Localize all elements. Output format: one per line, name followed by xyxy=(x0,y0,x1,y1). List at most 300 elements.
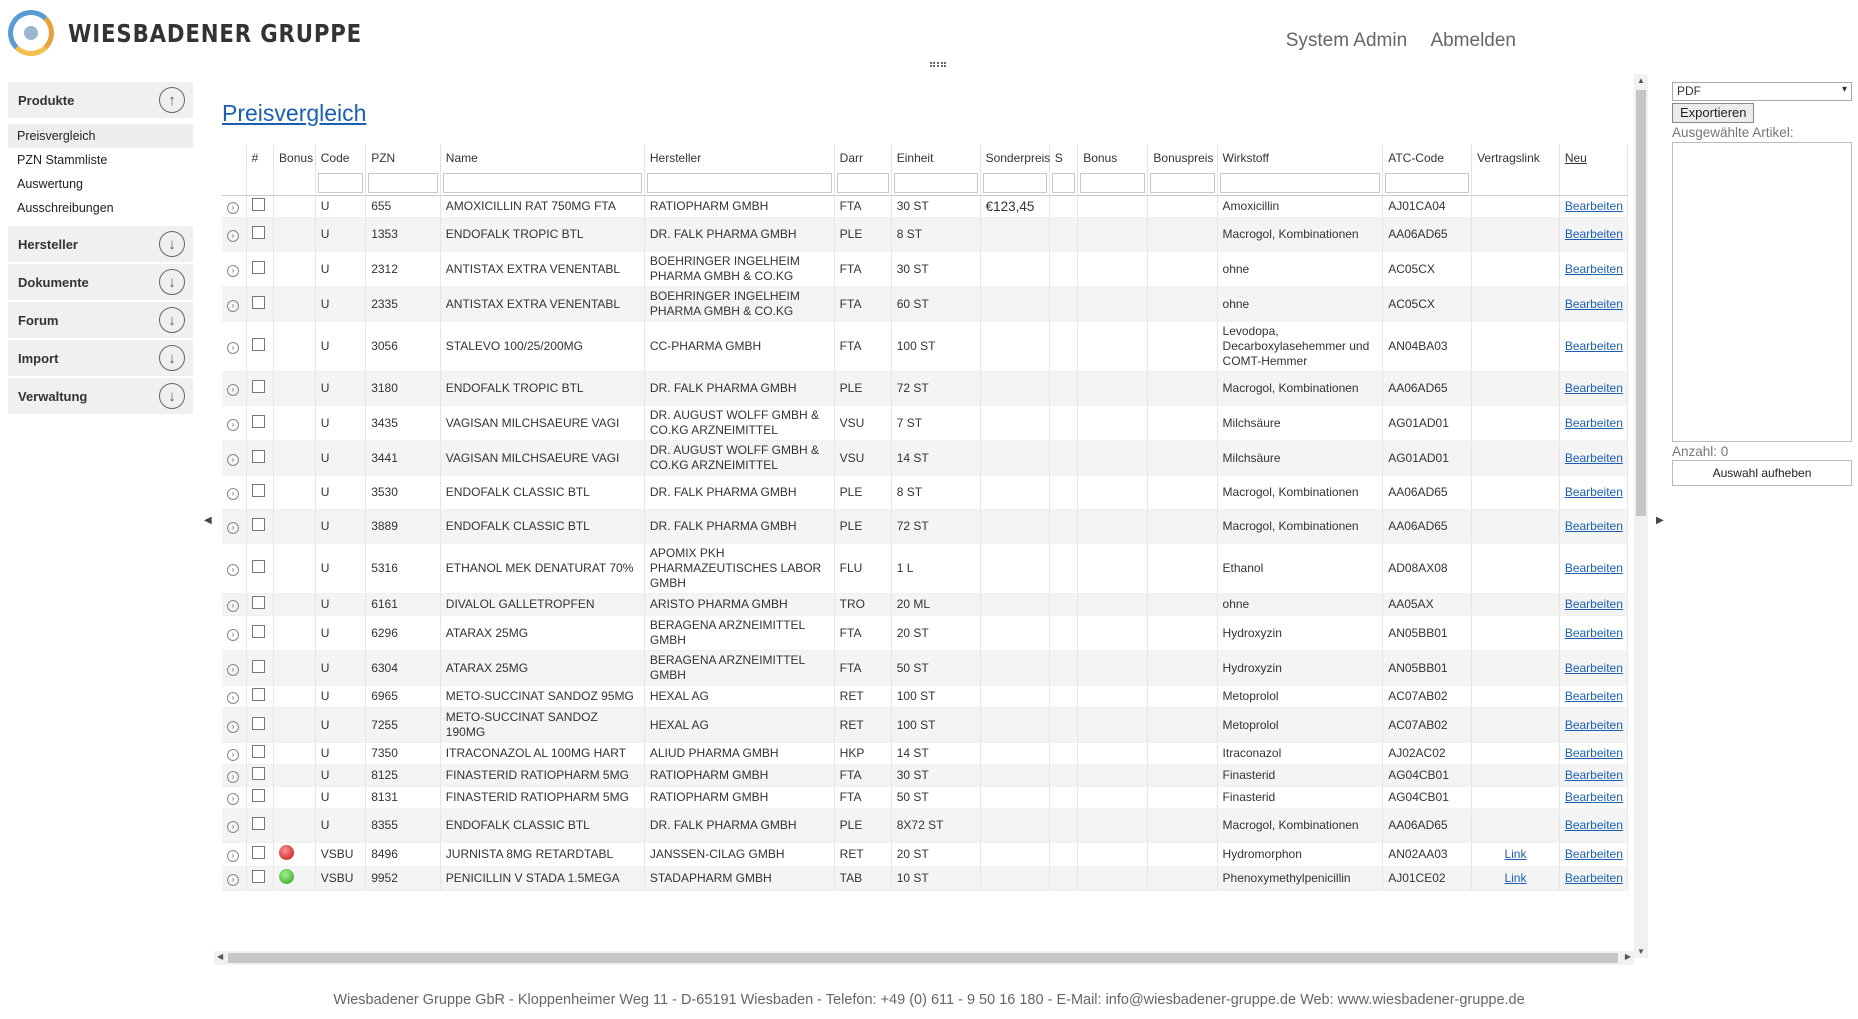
edit-cell xyxy=(1559,218,1627,252)
row-checkbox[interactable] xyxy=(252,789,265,802)
ingredient-cell: Finasterid xyxy=(1217,787,1383,809)
expand-row-icon[interactable]: › xyxy=(227,721,239,733)
row-checkbox[interactable] xyxy=(252,338,265,351)
table-row[interactable] xyxy=(222,708,1628,743)
bonus-value-cell xyxy=(1078,372,1148,406)
logo[interactable] xyxy=(8,10,414,56)
pzn-cell: 8131 xyxy=(366,787,441,809)
unit-cell: 8X72 ST xyxy=(891,809,980,843)
expand-row-icon[interactable]: › xyxy=(227,629,239,641)
s-cell xyxy=(1049,544,1078,594)
contract-link[interactable]: Link xyxy=(1504,871,1527,885)
pzn-cell: 3435 xyxy=(366,406,441,441)
s-cell xyxy=(1049,765,1078,787)
filter-input[interactable] xyxy=(368,173,438,193)
nav-section-forum[interactable] xyxy=(8,302,193,338)
scroll-down-icon[interactable]: ▼ xyxy=(1637,947,1645,956)
table-row[interactable] xyxy=(222,406,1628,441)
filter-input[interactable] xyxy=(1052,173,1076,193)
expand-row-icon[interactable]: › xyxy=(227,749,239,761)
atc-cell: AG04CB01 xyxy=(1383,787,1472,809)
name-cell: STALEVO 100/25/200MG xyxy=(440,322,644,372)
contract-link-cell xyxy=(1472,218,1560,252)
atc-cell: AC05CX xyxy=(1383,287,1472,322)
atc-cell: AC07AB02 xyxy=(1383,686,1472,708)
atc-cell: AA06AD65 xyxy=(1383,372,1472,406)
row-checkbox[interactable] xyxy=(252,688,265,701)
bonus-price-cell xyxy=(1148,787,1217,809)
name-cell: PENICILLIN V STADA 1.5MEGA xyxy=(440,867,644,891)
expand-down-icon[interactable]: ↓ xyxy=(159,383,185,409)
sidebar-item-pzn-stammliste[interactable]: PZN Stammliste xyxy=(17,153,108,167)
sidebar-item-preisvergleich[interactable]: Preisvergleich xyxy=(8,124,193,148)
expand-row-icon[interactable]: › xyxy=(227,850,239,862)
expand-cell xyxy=(222,510,246,544)
column-header: S xyxy=(1049,145,1078,171)
row-checkbox[interactable] xyxy=(252,261,265,274)
edit-link[interactable]: Bearbeiten xyxy=(1564,261,1623,276)
contract-link[interactable]: Link xyxy=(1504,847,1527,861)
contract-link-cell xyxy=(1472,372,1560,406)
s-cell xyxy=(1049,809,1078,843)
expand-row-icon[interactable]: › xyxy=(227,300,239,312)
special-price-cell xyxy=(980,594,1049,616)
nav-section-verwaltung[interactable] xyxy=(8,378,193,414)
table-row[interactable] xyxy=(222,651,1628,686)
edit-link[interactable]: Bearbeiten xyxy=(1564,381,1623,395)
bonus-value-cell xyxy=(1078,594,1148,616)
bonus-price-cell xyxy=(1148,544,1217,594)
atc-cell: AJ02AC02 xyxy=(1383,743,1472,765)
row-checkbox[interactable] xyxy=(252,518,265,531)
page-title[interactable]: Preisvergleich xyxy=(222,100,367,126)
bonus-cell xyxy=(274,809,316,843)
edit-cell xyxy=(1559,510,1627,544)
table-row[interactable] xyxy=(222,372,1628,406)
expand-down-icon[interactable]: ↓ xyxy=(159,231,185,257)
select-cell xyxy=(246,867,273,891)
ingredient-cell: Phenoxymethylpenicillin xyxy=(1217,867,1383,891)
manufacturer-cell: BERAGENA ARZNEIMITTEL GMBH xyxy=(644,651,834,686)
manufacturer-cell: CC-PHARMA GMBH xyxy=(644,322,834,372)
row-checkbox[interactable] xyxy=(252,415,265,428)
expand-row-icon[interactable]: › xyxy=(227,419,239,431)
expand-row-icon[interactable]: › xyxy=(227,265,239,277)
bonus-price-cell xyxy=(1148,867,1217,891)
filter-input[interactable] xyxy=(1385,173,1469,193)
expand-row-icon[interactable]: › xyxy=(227,793,239,805)
special-price-cell xyxy=(980,287,1049,322)
scroll-up-icon[interactable]: ▲ xyxy=(1637,76,1645,85)
table-row[interactable] xyxy=(222,476,1628,510)
table-row[interactable] xyxy=(222,544,1628,594)
bonus-cell xyxy=(274,510,316,544)
expand-down-icon[interactable]: ↓ xyxy=(159,269,185,295)
bonus-price-cell xyxy=(1148,476,1217,510)
table-row[interactable] xyxy=(222,867,1628,891)
expand-down-icon[interactable]: ↓ xyxy=(159,307,185,333)
name-cell: METO-SUCCINAT SANDOZ 190MG xyxy=(440,708,644,743)
nav-section-import[interactable] xyxy=(8,340,193,376)
row-checkbox[interactable] xyxy=(252,560,265,573)
table-row[interactable] xyxy=(222,765,1628,787)
sidebar xyxy=(8,82,193,416)
table-row[interactable] xyxy=(222,196,1628,218)
table-row[interactable] xyxy=(222,743,1628,765)
bonus-value-cell xyxy=(1078,708,1148,743)
sidebar-item-ausschreibungen[interactable]: Ausschreibungen xyxy=(17,201,114,215)
name-cell: ITRACONAZOL AL 100MG HART xyxy=(440,743,644,765)
contract-link-cell xyxy=(1472,686,1560,708)
manufacturer-cell: STADAPHARM GMBH xyxy=(644,867,834,891)
filter-input[interactable] xyxy=(318,173,363,193)
unit-cell: 72 ST xyxy=(891,510,980,544)
column-header: Vertragslink xyxy=(1472,145,1560,171)
nav-section-dokumente[interactable] xyxy=(8,264,193,300)
select-cell xyxy=(246,616,273,651)
atc-cell: AC07AB02 xyxy=(1383,708,1472,743)
expand-row-icon[interactable]: › xyxy=(227,874,239,886)
ingredient-cell: Macrogol, Kombinationen xyxy=(1217,476,1383,510)
clear-selection-button[interactable]: Auswahl aufheben xyxy=(1672,460,1852,486)
edit-link[interactable]: Bearbeiten xyxy=(1564,296,1623,311)
pzn-cell: 3056 xyxy=(366,322,441,372)
unit-cell: 30 ST xyxy=(891,196,980,218)
edit-link[interactable]: Bearbeiten xyxy=(1564,561,1623,575)
edit-cell xyxy=(1559,287,1627,322)
expand-row-icon[interactable]: › xyxy=(227,384,239,396)
bonus-price-cell xyxy=(1148,196,1217,218)
form-cell: RET xyxy=(834,686,891,708)
bonus-price-cell xyxy=(1148,218,1217,252)
expand-row-icon[interactable]: › xyxy=(227,522,239,534)
edit-cell xyxy=(1559,867,1627,891)
bonus-value-cell xyxy=(1078,616,1148,651)
row-checkbox[interactable] xyxy=(252,226,265,239)
unit-cell: 8 ST xyxy=(891,476,980,510)
s-cell xyxy=(1049,594,1078,616)
filter-input[interactable] xyxy=(894,173,978,193)
export-format-select[interactable]: PDF ▾ xyxy=(1672,82,1852,101)
code-cell: U xyxy=(315,594,365,616)
bonus-value-cell xyxy=(1078,843,1148,867)
special-price-cell xyxy=(980,651,1049,686)
row-checkbox[interactable] xyxy=(252,745,265,758)
filter-input[interactable] xyxy=(837,173,889,193)
expand-row-icon[interactable]: › xyxy=(227,821,239,833)
table-row[interactable] xyxy=(222,594,1628,616)
expand-cell xyxy=(222,686,246,708)
expand-row-icon[interactable]: › xyxy=(227,600,239,612)
select-cell xyxy=(246,372,273,406)
collapse-right-icon[interactable]: ▶ xyxy=(1656,515,1664,526)
logout-link[interactable]: Abmelden xyxy=(1430,30,1516,51)
expand-cell xyxy=(222,252,246,287)
pzn-cell: 3180 xyxy=(366,372,441,406)
edit-link[interactable]: Bearbeiten xyxy=(1564,519,1623,533)
horizontal-scrollbar[interactable] xyxy=(214,951,1634,965)
select-cell xyxy=(246,787,273,809)
atc-cell: AC05CX xyxy=(1383,252,1472,287)
special-price-cell xyxy=(980,867,1049,891)
expand-cell xyxy=(222,287,246,322)
code-cell: U xyxy=(315,476,365,510)
edit-link[interactable]: Bearbeiten xyxy=(1564,818,1623,832)
s-cell xyxy=(1049,372,1078,406)
edit-link[interactable]: Bearbeiten xyxy=(1564,871,1623,885)
nav-section-hersteller[interactable] xyxy=(8,226,193,262)
scroll-right-icon[interactable]: ▶ xyxy=(1624,952,1631,961)
selected-articles-list[interactable] xyxy=(1672,142,1852,442)
code-cell: VSBU xyxy=(315,867,365,891)
contract-link-cell xyxy=(1472,441,1560,476)
manufacturer-cell: HEXAL AG xyxy=(644,708,834,743)
special-price-cell xyxy=(980,510,1049,544)
row-checkbox[interactable] xyxy=(252,717,265,730)
edit-link[interactable]: Bearbeiten xyxy=(1564,199,1623,213)
horizontal-scroll-thumb[interactable] xyxy=(228,953,1618,963)
filter-input[interactable] xyxy=(983,173,1047,193)
row-checkbox[interactable] xyxy=(252,817,265,830)
form-cell: VSU xyxy=(834,441,891,476)
export-button[interactable]: Exportieren xyxy=(1672,103,1754,123)
expand-cell xyxy=(222,867,246,891)
s-cell xyxy=(1049,322,1078,372)
column-header: Hersteller xyxy=(644,145,834,171)
expand-cell xyxy=(222,809,246,843)
table-row[interactable] xyxy=(222,322,1628,372)
bonus-cell xyxy=(274,476,316,510)
row-checkbox[interactable] xyxy=(252,596,265,609)
code-cell: U xyxy=(315,686,365,708)
pzn-cell: 3441 xyxy=(366,441,441,476)
s-cell xyxy=(1049,196,1078,218)
atc-cell: AN02AA03 xyxy=(1383,843,1472,867)
select-cell xyxy=(246,686,273,708)
expand-cell xyxy=(222,843,246,867)
code-cell: U xyxy=(315,616,365,651)
ingredient-cell: Levodopa, Decarboxylasehemmer und COMT-Hemmer xyxy=(1217,322,1383,372)
edit-cell xyxy=(1559,594,1627,616)
edit-link[interactable]: Bearbeiten xyxy=(1564,625,1623,640)
select-cell xyxy=(246,252,273,287)
vertical-scrollbar[interactable] xyxy=(1634,74,1648,958)
contract-link-cell xyxy=(1472,765,1560,787)
nav-section-label: Forum xyxy=(18,312,59,328)
bonus-cell xyxy=(274,867,316,891)
table-row[interactable] xyxy=(222,787,1628,809)
scroll-left-icon[interactable]: ◀ xyxy=(217,952,224,961)
row-checkbox[interactable] xyxy=(252,198,265,211)
contract-link-cell xyxy=(1472,787,1560,809)
pzn-cell: 6304 xyxy=(366,651,441,686)
form-cell: FTA xyxy=(834,287,891,322)
contract-link-cell xyxy=(1472,743,1560,765)
contract-link-cell xyxy=(1472,867,1560,891)
s-cell xyxy=(1049,787,1078,809)
unit-cell: 60 ST xyxy=(891,287,980,322)
status-red-dot-icon xyxy=(279,845,294,860)
row-checkbox[interactable] xyxy=(252,450,265,463)
edit-link[interactable]: Bearbeiten xyxy=(1564,597,1623,611)
row-checkbox[interactable] xyxy=(252,296,265,309)
atc-cell: AA05AX xyxy=(1383,594,1472,616)
expand-row-icon[interactable]: › xyxy=(227,564,239,576)
expand-row-icon[interactable]: › xyxy=(227,202,239,214)
manufacturer-cell: DR. AUGUST WOLFF GMBH & CO.KG ARZNEIMITTEL xyxy=(644,441,834,476)
filter-input[interactable] xyxy=(1220,173,1381,193)
atc-cell: AA06AD65 xyxy=(1383,510,1472,544)
nav-section-produkte[interactable] xyxy=(8,82,193,118)
special-price-cell xyxy=(980,743,1049,765)
expand-row-icon[interactable]: › xyxy=(227,664,239,676)
unit-cell: 72 ST xyxy=(891,372,980,406)
filter-input[interactable] xyxy=(1080,173,1145,193)
edit-link[interactable]: Bearbeiten xyxy=(1564,485,1623,499)
edit-link[interactable]: Bearbeiten xyxy=(1564,660,1623,675)
pzn-cell: 5316 xyxy=(366,544,441,594)
expand-row-icon[interactable]: › xyxy=(227,342,239,354)
expand-down-icon[interactable]: ↓ xyxy=(159,345,185,371)
table-row[interactable] xyxy=(222,441,1628,476)
edit-link[interactable]: Bearbeiten xyxy=(1564,717,1623,732)
collapse-left-icon[interactable]: ◀ xyxy=(204,515,212,526)
table-row[interactable] xyxy=(222,809,1628,843)
nav-sub-items xyxy=(8,120,193,226)
collapse-up-icon[interactable]: ↑ xyxy=(159,87,185,113)
select-cell xyxy=(246,476,273,510)
special-price-cell xyxy=(980,476,1049,510)
bonus-price-cell xyxy=(1148,686,1217,708)
filter-input[interactable] xyxy=(443,173,642,193)
special-price-cell xyxy=(980,843,1049,867)
bonus-price-cell xyxy=(1148,510,1217,544)
special-price-cell xyxy=(980,686,1049,708)
table-row[interactable] xyxy=(222,218,1628,252)
nav-section-label: Import xyxy=(18,350,59,366)
column-header[interactable]: Neu xyxy=(1559,145,1627,171)
name-cell: DIVALOL GALLETROPFEN xyxy=(440,594,644,616)
expand-row-icon[interactable]: › xyxy=(227,771,239,783)
table-row[interactable] xyxy=(222,686,1628,708)
expand-row-icon[interactable]: › xyxy=(227,454,239,466)
form-cell: RET xyxy=(834,843,891,867)
row-checkbox[interactable] xyxy=(252,625,265,638)
ingredient-cell: ohne xyxy=(1217,287,1383,322)
form-cell: HKP xyxy=(834,743,891,765)
atc-cell: AJ01CE02 xyxy=(1383,867,1472,891)
footer: Wiesbadener Gruppe GbR - Kloppenheimer Weg 11 - D-65191 Wiesbaden - Telefon: +49 (0) 611 - 9 50 16 180 - E-Mail: info@wiesbadener-gruppe.de Web: www.wiesbadener-gruppe.de xyxy=(333,992,1525,1008)
edit-link[interactable]: Bearbeiten xyxy=(1564,768,1623,782)
name-cell: ATARAX 25MG xyxy=(440,616,644,651)
system-admin-link[interactable]: System Admin xyxy=(1285,30,1408,51)
bonus-cell xyxy=(274,843,316,867)
pzn-cell: 6161 xyxy=(366,594,441,616)
edit-cell xyxy=(1559,686,1627,708)
edit-cell xyxy=(1559,787,1627,809)
row-checkbox[interactable] xyxy=(252,484,265,497)
row-checkbox[interactable] xyxy=(252,380,265,393)
logo-text: WIESBADENER GRUPPE xyxy=(68,18,363,48)
row-checkbox[interactable] xyxy=(252,846,265,859)
row-checkbox[interactable] xyxy=(252,870,265,883)
bonus-cell xyxy=(274,708,316,743)
column-header: # xyxy=(246,145,273,171)
code-cell: U xyxy=(315,743,365,765)
bonus-price-cell xyxy=(1148,287,1217,322)
manufacturer-cell: RATIOPHARM GMBH xyxy=(644,765,834,787)
bonus-cell xyxy=(274,651,316,686)
bonus-cell xyxy=(274,252,316,287)
edit-link[interactable]: Bearbeiten xyxy=(1564,339,1623,353)
sidebar-item-auswertung[interactable]: Auswertung xyxy=(17,177,84,191)
pzn-cell: 7350 xyxy=(366,743,441,765)
table-row[interactable] xyxy=(222,616,1628,651)
edit-link[interactable]: Bearbeiten xyxy=(1564,227,1623,241)
expand-cell xyxy=(222,372,246,406)
edit-cell xyxy=(1559,406,1627,441)
edit-link[interactable]: Bearbeiten xyxy=(1564,847,1623,861)
vertical-scroll-thumb[interactable] xyxy=(1636,90,1646,516)
filter-input[interactable] xyxy=(1150,173,1214,193)
expand-row-icon[interactable]: › xyxy=(227,488,239,500)
table-row[interactable] xyxy=(222,287,1628,322)
row-checkbox[interactable] xyxy=(252,767,265,780)
code-cell: U xyxy=(315,651,365,686)
bonus-value-cell xyxy=(1078,196,1148,218)
bonus-cell xyxy=(274,441,316,476)
bonus-value-cell xyxy=(1078,765,1148,787)
table-row[interactable] xyxy=(222,510,1628,544)
expand-cell xyxy=(222,218,246,252)
column-header: Code xyxy=(315,145,365,171)
atc-cell: AA06AD65 xyxy=(1383,218,1472,252)
form-cell: PLE xyxy=(834,372,891,406)
s-cell xyxy=(1049,708,1078,743)
bonus-cell xyxy=(274,372,316,406)
form-cell: FTA xyxy=(834,322,891,372)
code-cell: U xyxy=(315,406,365,441)
edit-link[interactable]: Bearbeiten xyxy=(1564,746,1623,760)
unit-cell: 20 ST xyxy=(891,843,980,867)
row-checkbox[interactable] xyxy=(252,660,265,673)
contract-link-cell xyxy=(1472,651,1560,686)
edit-link[interactable]: Bearbeiten xyxy=(1564,790,1623,804)
contract-link-cell xyxy=(1472,252,1560,287)
bonus-price-cell xyxy=(1148,743,1217,765)
edit-link[interactable]: Bearbeiten xyxy=(1564,689,1623,703)
name-cell: FINASTERID RATIOPHARM 5MG xyxy=(440,765,644,787)
bonus-cell xyxy=(274,406,316,441)
table-row[interactable] xyxy=(222,843,1628,867)
name-cell: ENDOFALK TROPIC BTL xyxy=(440,372,644,406)
expand-row-icon[interactable]: › xyxy=(227,692,239,704)
column-header xyxy=(222,145,246,171)
expand-row-icon[interactable]: › xyxy=(227,230,239,242)
code-cell: U xyxy=(315,287,365,322)
drag-grip-icon[interactable] xyxy=(930,62,946,67)
table-row[interactable] xyxy=(222,252,1628,287)
expand-cell xyxy=(222,476,246,510)
bonus-cell xyxy=(274,686,316,708)
filter-input[interactable] xyxy=(647,173,832,193)
ingredient-cell: Macrogol, Kombinationen xyxy=(1217,372,1383,406)
expand-cell xyxy=(222,787,246,809)
expand-cell xyxy=(222,406,246,441)
edit-link[interactable]: Bearbeiten xyxy=(1564,450,1623,465)
edit-link[interactable]: Bearbeiten xyxy=(1564,415,1623,430)
ingredient-cell: Finasterid xyxy=(1217,765,1383,787)
